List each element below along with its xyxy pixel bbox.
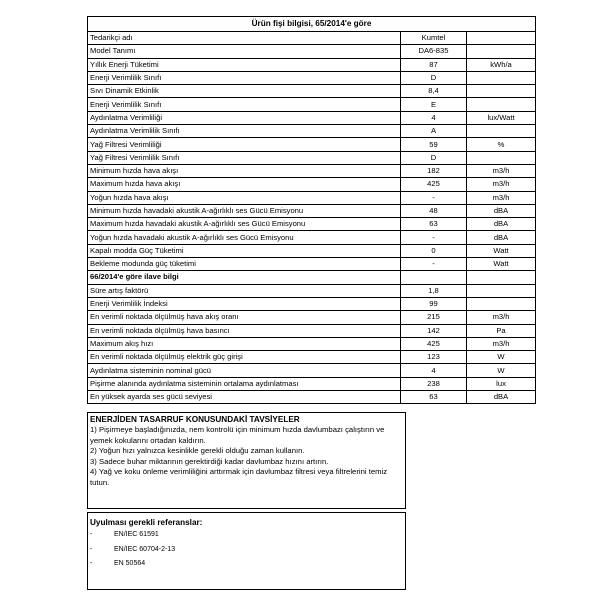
row-label: Minimum hızda hava akışı bbox=[88, 164, 401, 177]
table-row bbox=[88, 377, 536, 390]
row-value: 182 bbox=[401, 164, 467, 177]
table-row bbox=[88, 58, 536, 71]
table-row bbox=[88, 178, 536, 191]
row-unit: m3/h bbox=[467, 337, 536, 350]
section-row bbox=[88, 271, 536, 284]
table-row bbox=[88, 125, 536, 138]
row-unit: m3/h bbox=[467, 191, 536, 204]
row-unit: Watt bbox=[467, 244, 536, 257]
row-value: A bbox=[401, 125, 467, 138]
row-label: Yağ Filtresi Verimliliği bbox=[88, 138, 401, 151]
row-value: - bbox=[401, 231, 467, 244]
row-unit: % bbox=[467, 138, 536, 151]
row-value: E bbox=[401, 98, 467, 111]
row-unit bbox=[467, 85, 536, 98]
product-fiche-table bbox=[87, 16, 536, 404]
table-row bbox=[88, 244, 536, 257]
row-label: Yağ Filtresi Verimlilik Sınıfı bbox=[88, 151, 401, 164]
table-row bbox=[88, 32, 536, 45]
table-row bbox=[88, 258, 536, 271]
refs-title: Uyulması gerekli referanslar: bbox=[90, 518, 203, 527]
table-row bbox=[88, 204, 536, 217]
row-unit: dBA bbox=[467, 218, 536, 231]
row-unit: W bbox=[467, 364, 536, 377]
row-value: 87 bbox=[401, 58, 467, 71]
row-unit bbox=[467, 32, 536, 45]
row-label: Maximum hızda hava akışı bbox=[88, 178, 401, 191]
row-unit: lux bbox=[467, 377, 536, 390]
row-value: 0 bbox=[401, 244, 467, 257]
row-label: Pişirme alanında aydınlatma sisteminin ortalama aydınlatması bbox=[88, 377, 401, 390]
row-unit: m3/h bbox=[467, 311, 536, 324]
row-unit bbox=[467, 71, 536, 84]
reference-text: EN/IEC 60704-2-13 bbox=[114, 545, 176, 553]
advice-title: ENERJİDEN TASARRUF KONUSUNDAKİ TAVSİYELER bbox=[90, 415, 300, 424]
table-row bbox=[88, 364, 536, 377]
row-value: 63 bbox=[401, 391, 467, 404]
row-value: 63 bbox=[401, 218, 467, 231]
table-row bbox=[88, 218, 536, 231]
row-label: Tedarikçi adı bbox=[88, 32, 401, 45]
row-label: En verimli noktada ölçülmüş hava basıncı bbox=[88, 324, 401, 337]
row-label: Model Tanımı bbox=[88, 45, 401, 58]
row-unit: kWh/a bbox=[467, 58, 536, 71]
reference-dash: - bbox=[90, 545, 93, 553]
table-row bbox=[88, 391, 536, 404]
row-value: 4 bbox=[401, 111, 467, 124]
row-value: 8,4 bbox=[401, 85, 467, 98]
row-label: En verimli noktada ölçülmüş hava akış oranı bbox=[88, 311, 401, 324]
row-unit bbox=[467, 284, 536, 297]
section-title: 66/2014'e göre ilave bilgi bbox=[88, 271, 401, 284]
row-label: Enerji Verimlilik İndeksi bbox=[88, 297, 401, 310]
row-value: 4 bbox=[401, 364, 467, 377]
empty-cell bbox=[401, 271, 467, 284]
row-unit: dBA bbox=[467, 231, 536, 244]
table-row bbox=[88, 71, 536, 84]
table-row bbox=[88, 284, 536, 297]
advice-item: 1) Pişirmeye başladığınızda, nem kontrolü için minimum hızda davlumbazı çalıştırın ve yemek kokularını ortadan kaldırın. bbox=[90, 425, 385, 445]
row-label: Enerji Verimlilik Sınıfı bbox=[88, 98, 401, 111]
row-value: 48 bbox=[401, 204, 467, 217]
row-unit: m3/h bbox=[467, 178, 536, 191]
row-unit: Watt bbox=[467, 258, 536, 271]
row-value: 238 bbox=[401, 377, 467, 390]
row-label: Sıvı Dinamik Etkinlik bbox=[88, 85, 401, 98]
row-value: D bbox=[401, 71, 467, 84]
row-value: 123 bbox=[401, 351, 467, 364]
row-label: En verimli noktada ölçülmüş elektrik güç girişi bbox=[88, 351, 401, 364]
table-row bbox=[88, 191, 536, 204]
advice-item: 3) Sadece buhar miktarının gerektirdiği kadar davlumbaz hızını artırın. bbox=[90, 456, 329, 466]
reference-item bbox=[90, 557, 403, 572]
row-label: En yüksek ayarda ses gücü seviyesi bbox=[88, 391, 401, 404]
row-value: 215 bbox=[401, 311, 467, 324]
row-unit bbox=[467, 98, 536, 111]
table-row bbox=[88, 311, 536, 324]
empty-cell bbox=[467, 271, 536, 284]
row-unit bbox=[467, 125, 536, 138]
row-label: Yoğun hızda hava akışı bbox=[88, 191, 401, 204]
table-row bbox=[88, 351, 536, 364]
row-value: DA6-835 bbox=[401, 45, 467, 58]
table-row bbox=[88, 45, 536, 58]
table-row bbox=[88, 164, 536, 177]
reference-dash: - bbox=[90, 531, 93, 538]
row-unit: dBA bbox=[467, 204, 536, 217]
row-label: Yoğun hızda havadaki akustik A-ağırlıklı ses Gücü Emisyonu bbox=[88, 231, 401, 244]
table-row bbox=[88, 151, 536, 164]
row-label: Maximum hızda havadaki akustik A-ağırlıklı ses Gücü Emisyonu bbox=[88, 218, 401, 231]
table-row bbox=[88, 297, 536, 310]
table-row bbox=[88, 85, 536, 98]
energy-saving-advice bbox=[87, 412, 406, 509]
advice-item: 4) Yağ ve koku önleme verimliliğini arttırmak için davlumbaz filtresi veya filtrelerini temiz tutun. bbox=[90, 467, 388, 487]
row-label: Yıllık Enerji Tüketimi bbox=[88, 58, 401, 71]
row-value: 99 bbox=[401, 297, 467, 310]
row-label: Minimum hızda havadaki akustik A-ağırlıklı ses Gücü Emisyonu bbox=[88, 204, 401, 217]
row-unit bbox=[467, 45, 536, 58]
row-value: - bbox=[401, 258, 467, 271]
row-unit: Pa bbox=[467, 324, 536, 337]
reference-text: EN/IEC 61591 bbox=[114, 531, 159, 538]
title-row bbox=[88, 17, 536, 32]
row-label: Kapalı modda Güç Tüketimi bbox=[88, 244, 401, 257]
reference-text: EN 50564 bbox=[114, 560, 146, 567]
row-value: Kumtel bbox=[401, 32, 467, 45]
row-value: 142 bbox=[401, 324, 467, 337]
row-label: Aydınlatma sisteminin nominal gücü bbox=[88, 364, 401, 377]
row-label: Aydınlatma Verimliliği bbox=[88, 111, 401, 124]
row-unit: dBA bbox=[467, 391, 536, 404]
table-row bbox=[88, 111, 536, 124]
row-label: Maximum akış hızı bbox=[88, 337, 401, 350]
table-row bbox=[88, 337, 536, 350]
reference-item bbox=[90, 543, 403, 558]
table-row bbox=[88, 98, 536, 111]
row-unit: m3/h bbox=[467, 164, 536, 177]
row-unit: lux/Watt bbox=[467, 111, 536, 124]
row-unit bbox=[467, 297, 536, 310]
row-value: 425 bbox=[401, 178, 467, 191]
row-label: Enerji Verimlilik Sınıfı bbox=[88, 71, 401, 84]
row-value: D bbox=[401, 151, 467, 164]
row-unit bbox=[467, 151, 536, 164]
row-value: 425 bbox=[401, 337, 467, 350]
product-fiche bbox=[87, 16, 535, 404]
reference-dash: - bbox=[90, 560, 93, 567]
reference-item bbox=[90, 528, 403, 543]
row-value: 1,8 bbox=[401, 284, 467, 297]
table-row bbox=[88, 231, 536, 244]
row-value: 59 bbox=[401, 138, 467, 151]
row-label: Süre artış faktörü bbox=[88, 284, 401, 297]
fiche-title: Ürün fişi bilgisi, 65/2014'e göre bbox=[88, 17, 536, 32]
row-label: Aydınlatma Verimlilik Sınıfı bbox=[88, 125, 401, 138]
table-row bbox=[88, 324, 536, 337]
required-references bbox=[87, 512, 406, 590]
advice-item: 2) Yoğun hızı yalnızca kesinlikle gerekli olduğu zaman kullanın. bbox=[90, 446, 305, 456]
row-unit: W bbox=[467, 351, 536, 364]
row-value: - bbox=[401, 191, 467, 204]
table-row bbox=[88, 138, 536, 151]
row-label: Bekleme modunda güç tüketimi bbox=[88, 258, 401, 271]
